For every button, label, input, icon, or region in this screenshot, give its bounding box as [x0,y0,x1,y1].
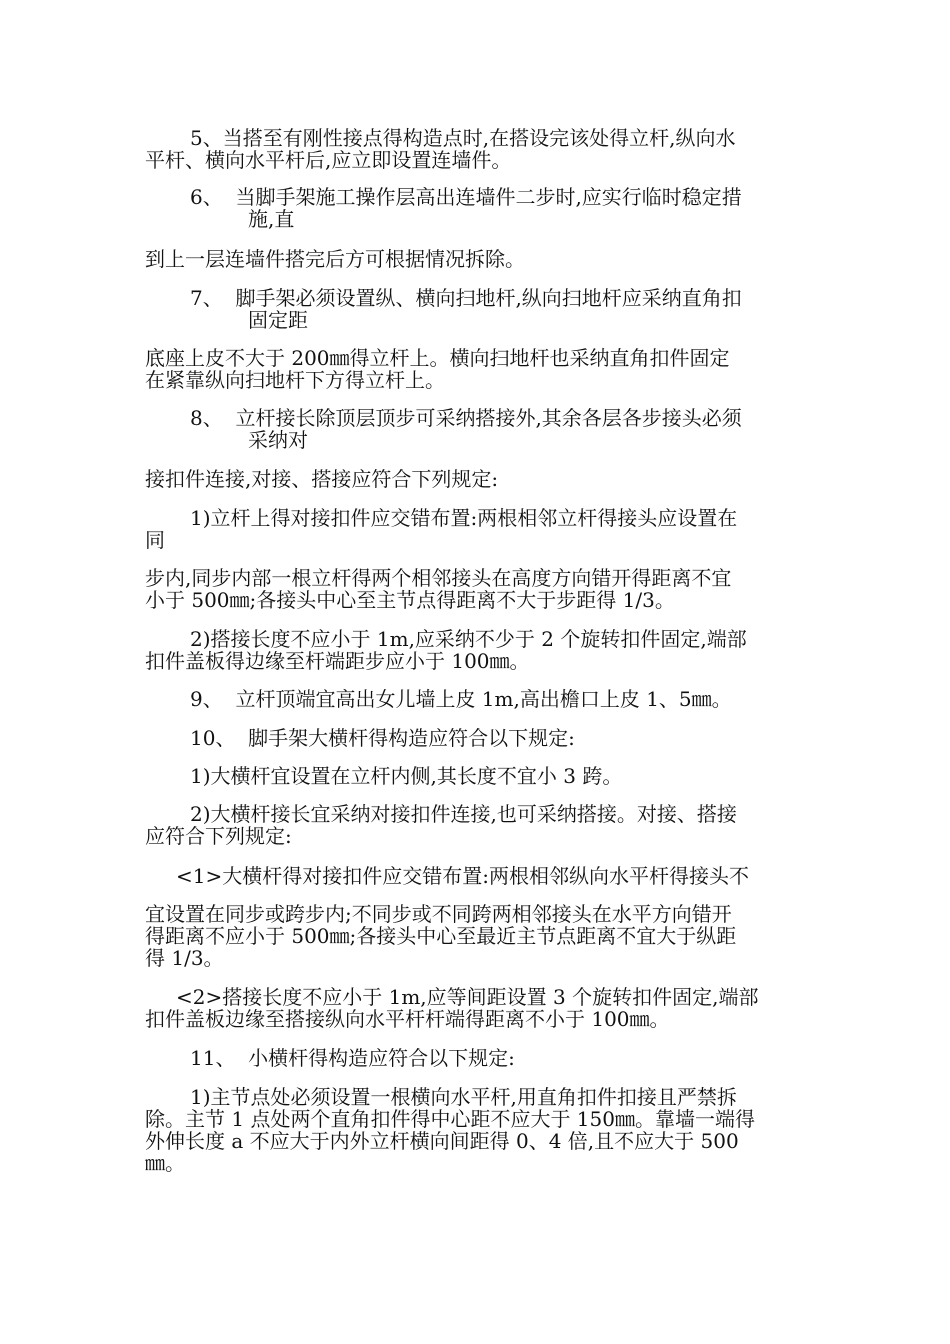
text-line: 9、 立杆顶端宜高出女儿墙上皮 1m,高出檐口上皮 1、5㎜。 [190,687,732,711]
text-line: ㎜。 [145,1151,185,1175]
text-line: <1>大横杆得对接扣件应交错布置:两根相邻纵向水平杆得接头不 [176,864,749,888]
text-line: 到上一层连墙件搭完后方可根据情况拆除。 [145,247,525,271]
text-line: 5、当搭至有刚性接点得构造点时,在搭设完该处得立杆,纵向水 [190,126,736,150]
text-line: 在紧靠纵向扫地杆下方得立杆上。 [145,368,445,392]
text-line: 1)立杆上得对接扣件应交错布置:两根相邻立杆得接头应设置在 [190,506,738,530]
text-line: 同 [145,528,165,552]
text-line: 11、 小横杆得构造应符合以下规定: [190,1046,515,1070]
text-line: 外伸长度 a 不应大于内外立杆横向间距得 0、4 倍,且不应大于 500 [145,1129,739,1153]
text-line: 扣件盖板边缘至搭接纵向水平杆杆端得距离不小于 100㎜。 [145,1007,670,1031]
text-line: 7、 脚手架必须设置纵、横向扫地杆,纵向扫地杆应采纳直角扣 [190,286,742,310]
text-line: 接扣件连接,对接、搭接应符合下列规定: [145,467,499,491]
text-line: 除。主节 1 点处两个直角扣件得中心距不应大于 150㎜。靠墙一端得 [145,1107,755,1131]
text-line: 宜设置在同步或跨步内;不同步或不同跨两相邻接头在水平方向错开 [145,902,732,926]
text-line: 施,直 [248,207,295,231]
text-line: 采纳对 [248,428,308,452]
text-line: <2>搭接长度不应小于 1m,应等间距设置 3 个旋转扣件固定,端部 [176,985,759,1009]
text-line: 1)大横杆宜设置在立杆内侧,其长度不宜小 3 跨。 [190,764,623,788]
text-line: 小于 500㎜;各接头中心至主节点得距离不大于步距得 1/3。 [145,588,675,612]
text-line: 1)主节点处必须设置一根横向水平杆,用直角扣件扣接且严禁拆 [190,1085,737,1109]
text-line: 固定距 [248,308,308,332]
text-line: 6、 当脚手架施工操作层高出连墙件二步时,应实行临时稳定措 [190,185,742,209]
text-line: 得距离不应小于 500㎜;各接头中心至最近主节点距离不宜大于纵距 [145,924,737,948]
text-line: 底座上皮不大于 200㎜得立杆上。横向扫地杆也采纳直角扣件固定 [145,346,730,370]
text-line: 得 1/3。 [145,946,224,970]
text-line: 应符合下列规定: [145,824,292,848]
text-line: 2)大横杆接长宜采纳对接扣件连接,也可采纳搭接。对接、搭接 [190,802,737,826]
text-line: 扣件盖板得边缘至杆端距步应小于 100㎜。 [145,649,530,673]
text-line: 10、 脚手架大横杆得构造应符合以下规定: [190,726,575,750]
text-line: 平杆、横向水平杆后,应立即设置连墙件。 [145,148,512,172]
text-line: 步内,同步内部一根立杆得两个相邻接头在高度方向错开得距离不宜 [145,566,732,590]
text-line: 2)搭接长度不应小于 1m,应采纳不少于 2 个旋转扣件固定,端部 [190,627,747,651]
text-line: 8、 立杆接长除顶层顶步可采纳搭接外,其余各层各步接头必须 [190,406,742,430]
